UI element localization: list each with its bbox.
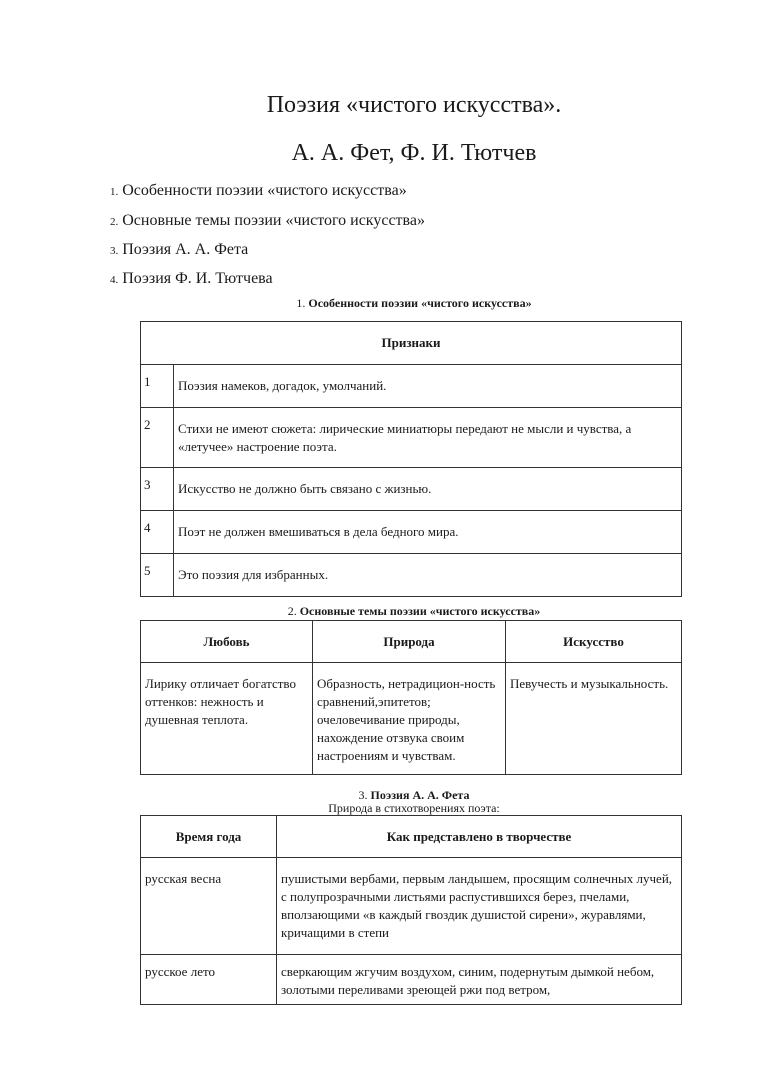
section3-subheading: Природа в стихотворениях поэта: [328,801,500,815]
themes-header-love: Любовь [141,621,313,663]
themes-table [140,620,682,775]
nature-table [140,815,682,1005]
section3-heading: 3. Поэзия А. А. Фета [358,788,470,802]
themes-header-nature: Природа [313,621,506,663]
table-row: 4 Поэт не должен вмешиваться в дела бедного мира. [141,511,682,554]
table-row: русская весна пушистыми вербами, первым ландышем, просящим солнечных лучей, с полупрозрачными листьями распустившихся берез, пчелами, вползающими «в каждый гвоздик душистой сирени», журавлями, кричащими в степи [141,858,682,955]
toc-item: 2. Основные темы поэзии «чистого искусства» [110,212,425,229]
table-row: русское лето сверкающим жгучим воздухом, синим, подернутым дымкой небом, золотыми переливами зреющей ржи под ветром, [141,955,682,1005]
nature-header-depiction: Как представлено в творчестве [277,816,682,858]
toc-item: 1. Особенности поэзии «чистого искусства» [110,182,407,199]
toc-item: 3. Поэзия А. А. Фета [110,241,249,258]
document-title: Поэзия «чистого искусства». [266,92,562,118]
toc-item: 4. Поэзия Ф. И. Тютчева [110,270,273,287]
document-subtitle: А. А. Фет, Ф. И. Тютчев [291,140,537,166]
table-row: 3 Искусство не должно быть связано с жизнью. [141,468,682,511]
table-row: 2 Стихи не имеют сюжета: лирические миниатюры передают не мысли и чувства, а «летучее» настроение поэта. [141,408,682,468]
section2-heading: 2. Основные темы поэзии «чистого искусства» [287,604,541,618]
table-row: 1 Поэзия намеков, догадок, умолчаний. [141,365,682,408]
themes-header-art: Искусство [506,621,682,663]
section1-heading: 1. Особенности поэзии «чистого искусства» [296,296,532,310]
features-header: Признаки [141,322,682,365]
table-row: Лирику отличает богатство оттенков: нежность и душевная теплота. Образность, нетрадицион-ность сравнений,эпитетов; очеловечивание природы, нахождение отзвука своим настроениям и чувствам. Певучесть и музыкальность. [141,663,682,775]
table-row: 5 Это поэзия для избранных. [141,554,682,597]
features-table [140,321,682,597]
nature-header-season: Время года [141,816,277,858]
